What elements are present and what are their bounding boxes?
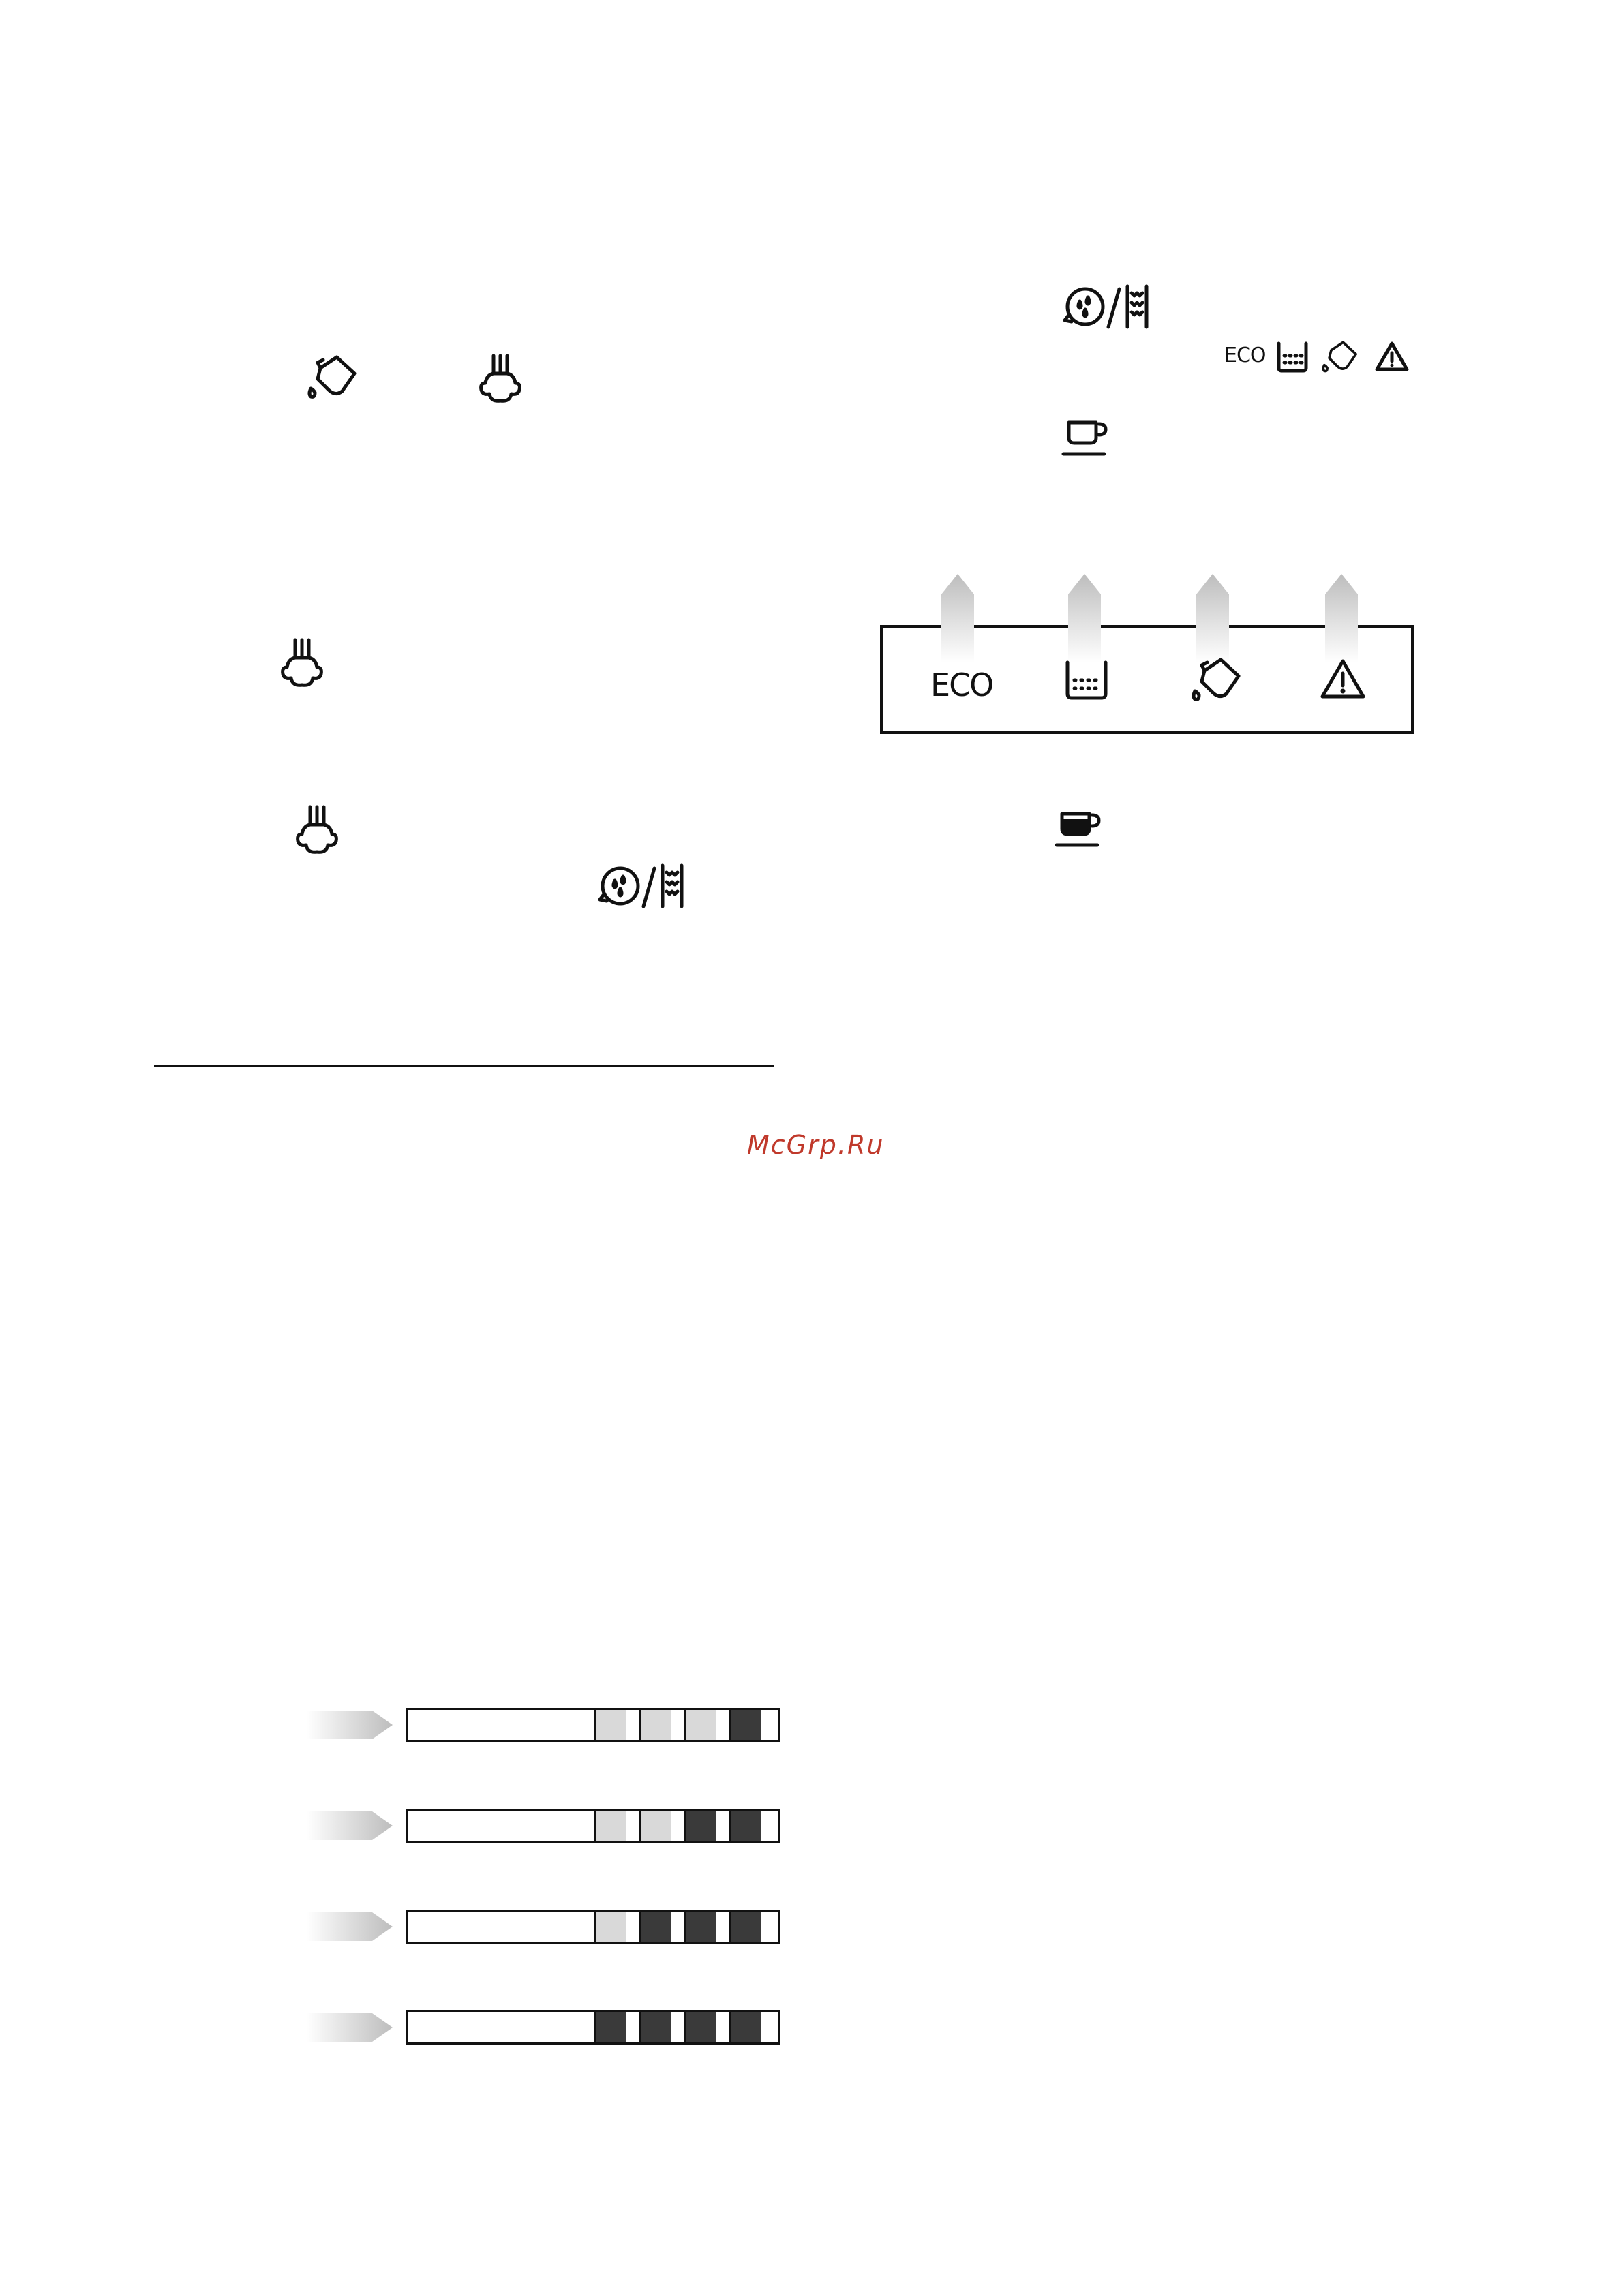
hardness-arrow	[307, 2010, 393, 2045]
descale-icon	[1320, 338, 1360, 376]
hardness-segment-lit	[729, 1811, 761, 1841]
hardness-bar	[406, 2010, 780, 2045]
clean-filter-icon	[597, 861, 686, 910]
hardness-segment-unlit	[594, 1710, 626, 1740]
eco-indicator-arrow	[941, 574, 974, 662]
hardness-arrow	[307, 1708, 393, 1742]
hardness-segment-lit	[639, 2012, 671, 2042]
hardness-segment-lit	[729, 2012, 761, 2042]
descale-tank-indicator	[1065, 660, 1108, 701]
hardness-segment-lit	[684, 1811, 716, 1841]
descale-tank-icon	[1276, 341, 1309, 373]
warning-indicator	[1320, 658, 1366, 699]
hardness-segment-lit	[684, 2012, 716, 2042]
hardness-segment-lit	[594, 2012, 626, 2042]
hardness-level-row	[307, 1910, 784, 1948]
watermark: McGrp.Ru	[747, 1130, 885, 1160]
hardness-level-row	[307, 1708, 784, 1746]
steam-icon	[476, 353, 525, 408]
hardness-bar	[406, 1910, 780, 1944]
clean-filter-icon	[1062, 282, 1151, 331]
hardness-arrow	[307, 1910, 393, 1944]
hardness-segment-unlit	[639, 1710, 671, 1740]
descale-tank-indicator-arrow	[1068, 574, 1101, 662]
eco-label: ECO	[1224, 343, 1266, 367]
hardness-segment-lit	[729, 1710, 761, 1740]
steam-icon	[292, 804, 342, 859]
warning-icon	[1374, 341, 1410, 372]
eco-indicator: ECO	[930, 667, 993, 703]
cup-full-icon	[1055, 808, 1110, 849]
hardness-segment-unlit	[639, 1811, 671, 1841]
descale-indicator	[1189, 656, 1244, 705]
cup-empty-icon	[1062, 417, 1117, 458]
hardness-segment-lit	[684, 1912, 716, 1942]
hardness-segment-lit	[729, 1912, 761, 1942]
descale-icon	[305, 353, 360, 402]
hardness-bar	[406, 1809, 780, 1843]
descale-indicator-arrow	[1196, 574, 1229, 662]
hardness-segment-unlit	[684, 1710, 716, 1740]
hardness-segment-unlit	[594, 1811, 626, 1841]
hardness-arrow	[307, 1809, 393, 1843]
hardness-segment-lit	[639, 1912, 671, 1942]
section-divider	[154, 1065, 774, 1067]
warning-indicator-arrow	[1325, 574, 1358, 662]
hardness-bar	[406, 1708, 780, 1742]
hardness-level-row	[307, 2010, 784, 2049]
steam-icon	[277, 637, 327, 692]
hardness-segment-unlit	[594, 1912, 626, 1942]
hardness-level-row	[307, 1809, 784, 1847]
